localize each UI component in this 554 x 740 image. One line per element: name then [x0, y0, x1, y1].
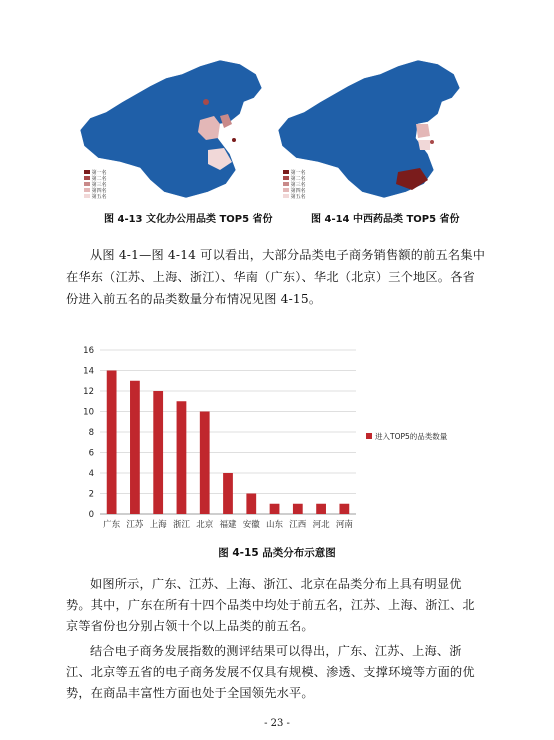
x-tick-label: 安徽 — [242, 520, 260, 530]
paragraph-intro: 从图 4-1—图 4-14 可以看出，大部分品类电子商务销售额的前五名集中在华东（江苏、上海、浙江）、华南（广东）、华北（北京）三个地区。各省份进入前五名的品类数量分布情况见图 4-15。 — [66, 248, 486, 306]
region-highlight — [430, 140, 434, 144]
bar — [339, 504, 349, 514]
figure-caption-4-14: 图 4-14 中西药品类 TOP5 省份 — [311, 214, 460, 225]
page-number: - 23 - — [264, 718, 290, 729]
y-tick-label: 2 — [88, 489, 94, 500]
china-map-shape — [80, 60, 262, 198]
bar — [130, 381, 140, 514]
figure-caption-4-13: 图 4-13 文化办公用品类 TOP5 省份 — [104, 214, 273, 225]
map-legend-right: 第一名 第二名 第三名 第四名 第五名 — [283, 170, 306, 200]
x-tick-label: 江苏 — [126, 520, 144, 530]
x-tick-label: 江西 — [289, 520, 307, 530]
region-highlight — [416, 124, 430, 138]
x-tick-label: 山东 — [266, 520, 284, 530]
region-highlight — [418, 140, 430, 150]
bar — [223, 473, 233, 514]
bar — [153, 391, 163, 514]
x-tick-label: 上海 — [149, 520, 167, 530]
y-tick-label: 6 — [88, 448, 94, 459]
y-tick-label: 16 — [83, 346, 94, 356]
y-tick-label: 10 — [83, 407, 94, 418]
map-figure-4-14 — [278, 58, 474, 208]
map-legend-left: 第一名 第二名 第三名 第四名 第五名 — [84, 170, 107, 200]
y-tick-label: 12 — [83, 387, 94, 397]
y-tick-label: 4 — [88, 469, 94, 479]
region-highlight — [232, 138, 236, 142]
y-tick-label: 0 — [88, 510, 94, 520]
map-figure-4-13 — [80, 58, 276, 208]
paragraph-conclusion: 结合电子商务发展指数的测评结果可以得出，广东、江苏、上海、浙江、北京等五省的电子商务发展不仅具有规模、渗透、支撑环境等方面的优势，在商品丰富性方面也处于全国领先水平。 — [66, 644, 475, 700]
bar — [200, 412, 210, 515]
bar — [316, 504, 326, 514]
x-tick-label: 河北 — [312, 520, 330, 530]
bar — [270, 504, 280, 514]
x-tick-label: 广东 — [103, 520, 121, 530]
region-highlight — [203, 99, 209, 105]
bar — [293, 504, 303, 514]
x-tick-label: 北京 — [196, 520, 214, 530]
paragraph-analysis: 如图所示，广东、江苏、上海、浙江、北京在品类分布上具有明显优势。其中，广东在所有十四个品类中均处于前五名，江苏、上海、浙江、北京等省份也分别占领十个以上品类的前五名。 — [66, 577, 475, 633]
x-tick-label: 福建 — [219, 520, 237, 530]
y-tick-label: 14 — [83, 366, 94, 377]
x-tick-label: 河南 — [335, 520, 353, 530]
y-tick-label: 8 — [88, 428, 94, 438]
bar — [246, 494, 256, 515]
figure-caption-4-15: 图 4-15 品类分布示意图 — [218, 547, 336, 559]
legend-label: 进入TOP5的品类数量 — [375, 432, 448, 441]
bar — [107, 371, 117, 515]
bar-chart-figure-4-15 — [66, 336, 486, 536]
bar — [177, 401, 187, 514]
x-tick-label: 浙江 — [172, 520, 190, 530]
legend-swatch — [366, 433, 372, 439]
